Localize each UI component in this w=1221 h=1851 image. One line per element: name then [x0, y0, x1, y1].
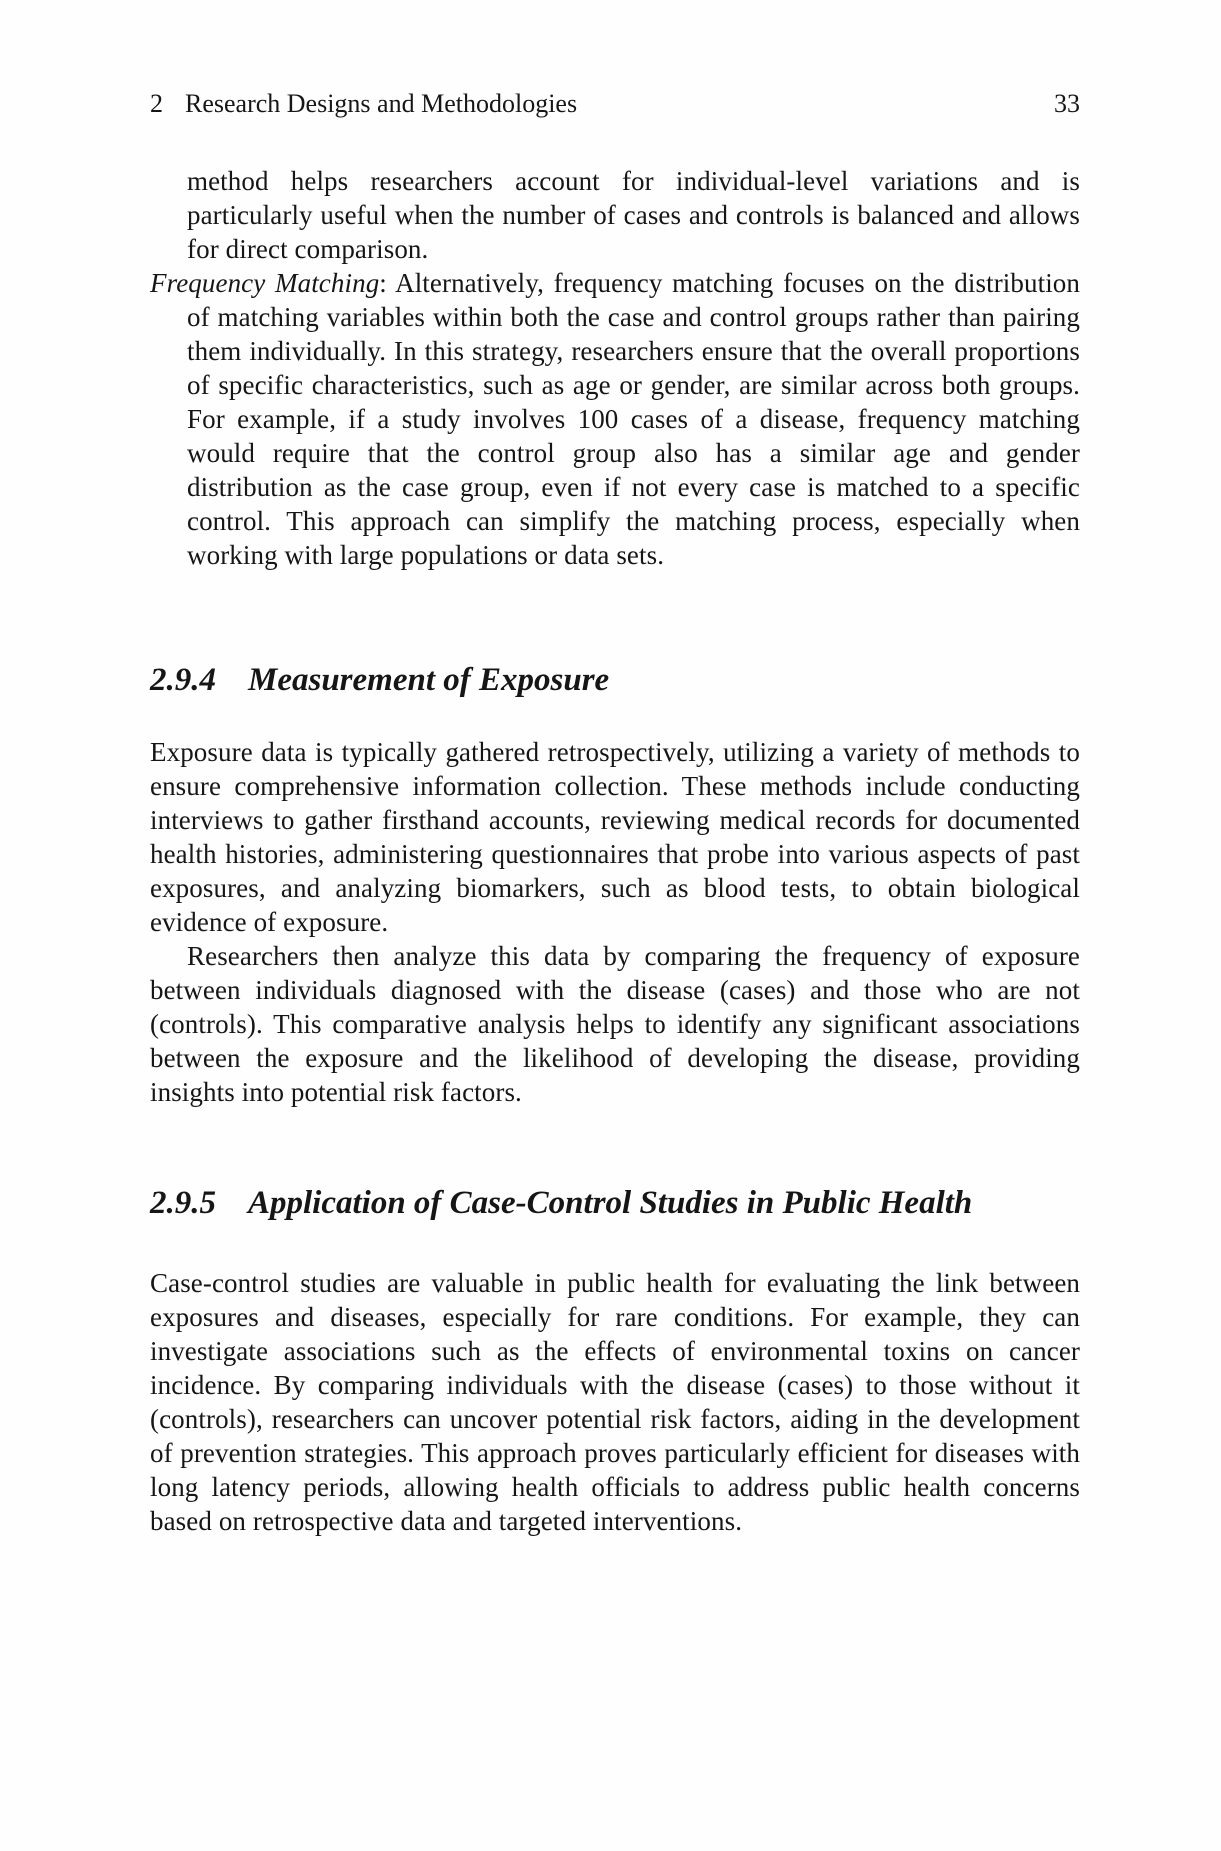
section-heading-2-9-4	[150, 660, 1080, 700]
definition-term: Frequency Matching	[150, 268, 380, 298]
section-number: 2.9.5	[150, 1185, 216, 1221]
definition-separator: :	[379, 268, 396, 298]
text-column	[150, 0, 1080, 1538]
section-heading-2-9-5	[150, 1183, 1080, 1223]
chapter-title: Research Designs and Methodologies	[185, 89, 578, 118]
chapter-number: 2	[150, 89, 163, 118]
page-number: 33	[1054, 89, 1080, 118]
definition-paragraph	[150, 266, 1080, 572]
section-title: Application of Case-Control Studies in Public Health	[248, 1185, 973, 1221]
section-title: Measurement of Exposure	[248, 662, 610, 698]
running-head-left	[150, 88, 577, 120]
definition-text: Alternatively, frequency matching focuses on the distribution of matching variables within both the case and control groups rather than pairing them individually. In this strategy, researchers ensure that the overall proportions of specific characteristics, such as age or gender, are similar across both groups. For example, if a study involves 100 cases of a disease, frequency matching would require that the control group also has a similar age and gender distribution as the case group, even if not every case is matched to a specific control. This approach can simplify the matching process, especially when working with large populations or data sets.	[187, 268, 1080, 570]
continuation-paragraph: method helps researchers account for individual-level variations and is particularly useful when the number of cases and controls is balanced and allows for direct comparison.	[187, 166, 1080, 264]
section-2-9-5-paragraph-1: Case-control studies are valuable in public health for evaluating the link between exposures and diseases, especially for rare conditions. For example, they can investigate associations such as the effects of environmental toxins on cancer incidence. By comparing individuals with the disease (cases) to those without it (controls), researchers can uncover potential risk factors, aiding in the development of prevention strategies. This approach proves particularly efficient for diseases with long latency periods, allowing health officials to address public health concerns based on retrospective data and targeted interventions.	[150, 1268, 1080, 1536]
running-head	[150, 88, 1080, 120]
section-2-9-4-paragraph-2: Researchers then analyze this data by comparing the frequency of exposure between individuals diagnosed with the disease (cases) and those who are not (controls). This comparative analysis helps to identify any significant associations between the exposure and the likelihood of developing the disease, providing insights into potential risk factors.	[150, 941, 1080, 1107]
section-2-9-4-paragraph-1: Exposure data is typically gathered retrospectively, utilizing a variety of methods to ensure comprehensive information collection. These methods include conducting interviews to gather firsthand accounts, reviewing medical records for documented health histories, administering questionnaires that probe into various aspects of past exposures, and analyzing biomarkers, such as blood tests, to obtain biological evidence of exposure.	[150, 737, 1080, 937]
section-number: 2.9.4	[150, 662, 216, 698]
